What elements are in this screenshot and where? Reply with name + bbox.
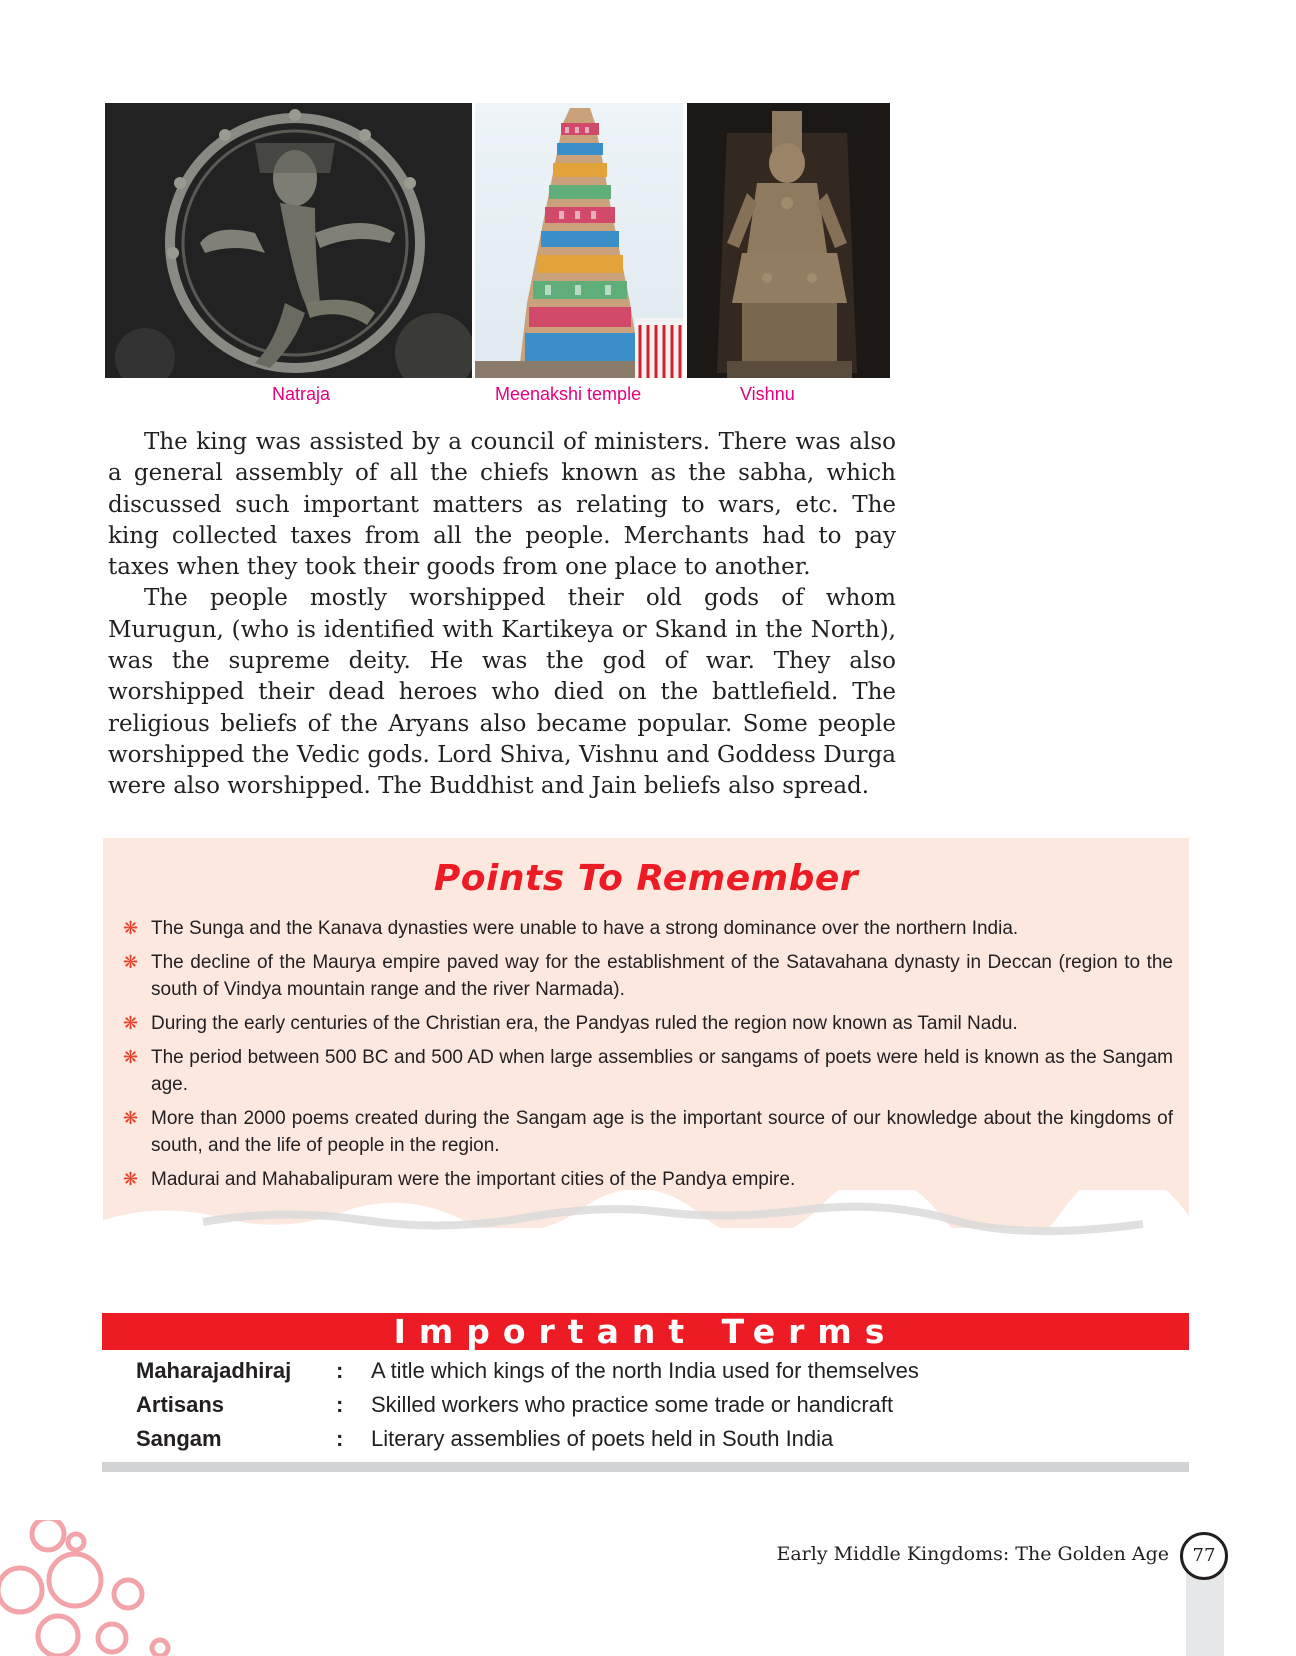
term-separator: : (336, 1358, 344, 1383)
paragraph-worship: The people mostly worshipped their old gods of whom Murugun, (who is identified with Kartikeya or Skand in the North), was the supreme deity. He was the god of war. They also worshipped their dead heroes who died on the battlefield. The religious beliefs of the Aryans also became popular. Some people worshipped the Vedic gods. Lord Shiva, Vishnu and Goddess Durga were also worshipped. The Buddhist and Jain beliefs also spread. (108, 585, 896, 800)
important-terms-header (102, 1313, 1189, 1350)
body-text (108, 427, 896, 803)
asterisk-flower-icon: ❋ (123, 1047, 139, 1067)
torn-paper-edge (103, 1190, 1189, 1240)
natraja-photo (105, 103, 472, 378)
asterisk-flower-icon: ❋ (123, 1169, 139, 1189)
asterisk-flower-icon: ❋ (123, 1013, 139, 1033)
term-definition: Skilled workers who practice some trade or handicraft (371, 1392, 894, 1417)
natraja-caption: Natraja (272, 384, 331, 404)
points-title: Points To Remember (433, 858, 859, 899)
list-item: ❋ The Sunga and the Kanava dynasties were unable to have a strong dominance over the northern India. (123, 915, 1173, 942)
vishnu-caption: Vishnu (740, 384, 795, 404)
term-row (136, 1358, 1136, 1392)
term-separator: : (336, 1426, 344, 1451)
list-item: ❋ More than 2000 poems created during the Sangam age is the important source of our knowledge about the kingdoms of south, and the life of people in the region. (123, 1105, 1173, 1159)
asterisk-flower-icon: ❋ (123, 918, 139, 938)
chapter-title-footer: Early Middle Kingdoms: The Golden Age (776, 1543, 1169, 1565)
term-row (136, 1426, 1136, 1460)
list-item: ❋ During the early centuries of the Christian era, the Pandyas ruled the region now known as Tamil Nadu. (123, 1010, 1173, 1037)
term-name: Artisans (136, 1392, 225, 1417)
page-number: 77 (1180, 1532, 1228, 1580)
term-name: Sangam (136, 1426, 222, 1451)
meenakshi-temple-photo (475, 103, 683, 378)
term-separator: : (336, 1392, 344, 1417)
vishnu-photo (687, 103, 890, 378)
term-name: Maharajadhiraj (136, 1358, 292, 1383)
term-row (136, 1392, 1136, 1426)
meenakshi-temple-caption: Meenakshi temple (495, 384, 642, 404)
list-item: ❋ Madurai and Mahabalipuram were the important cities of the Pandya empire. (123, 1166, 1173, 1193)
term-definition: Literary assemblies of poets held in South India (371, 1426, 834, 1451)
term-definition: A title which kings of the north India used for themselves (371, 1358, 919, 1383)
list-item: ❋ The period between 500 BC and 500 AD when large assemblies or sangams of poets were held is known as the Sangam age. (123, 1044, 1173, 1098)
points-list (123, 915, 1173, 1200)
important-terms-list (136, 1358, 1136, 1460)
asterisk-flower-icon: ❋ (123, 952, 139, 972)
decorative-circles-icon (0, 1520, 180, 1656)
important-terms-title: Important Terms (393, 1312, 898, 1351)
paragraph-council: The king was assisted by a council of ministers. There was also a general assembly of all the chiefs known as the sabha, which discussed such important matters as relating to wars, etc. The king collected taxes from all the people. Merchants had to pay taxes when they took their goods from one place to another. (108, 429, 896, 581)
list-item: ❋ The decline of the Maurya empire paved way for the establishment of the Satavahana dynasty in Deccan (region to the south of Vindya mountain range and the river Narmada). (123, 949, 1173, 1003)
points-to-remember-box (103, 838, 1189, 1228)
terms-divider (102, 1462, 1189, 1472)
asterisk-flower-icon: ❋ (123, 1108, 139, 1128)
